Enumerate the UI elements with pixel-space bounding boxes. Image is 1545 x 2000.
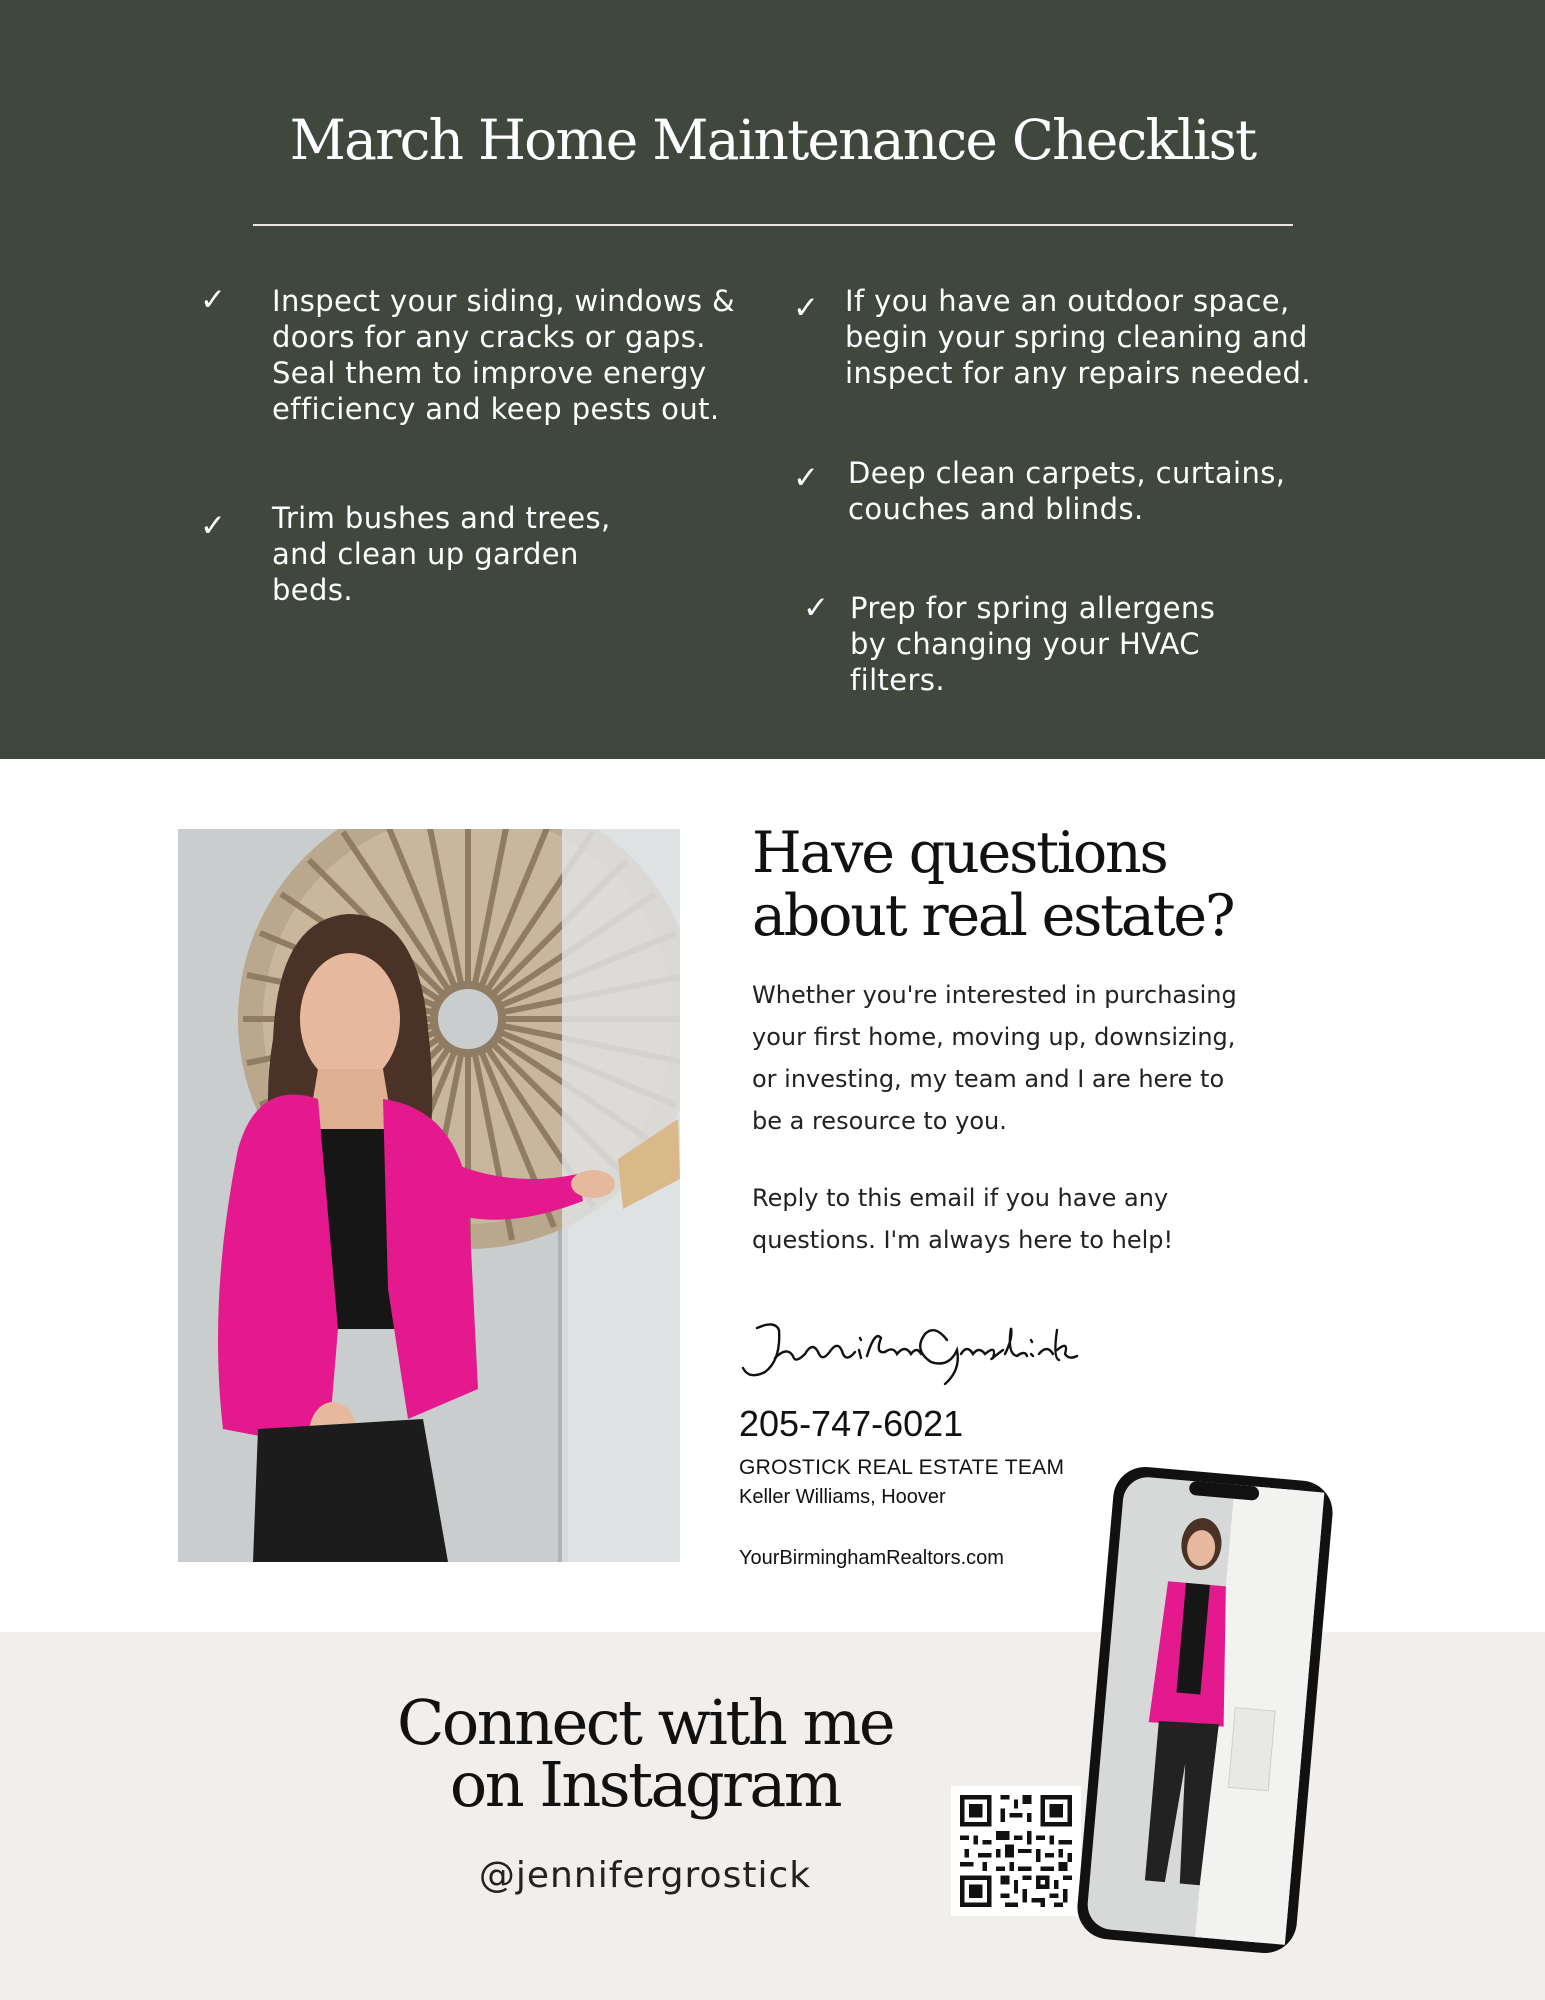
agent-photo xyxy=(178,829,680,1562)
checklist-item xyxy=(793,460,819,496)
checklist-item xyxy=(200,508,226,544)
checkmark-icon: ✓ xyxy=(803,590,829,626)
website-link[interactable]: YourBirminghamRealtors.com xyxy=(739,1547,1004,1569)
instagram-phone-mockup xyxy=(1065,1465,1345,1955)
paragraph-line: be a resource to you. xyxy=(752,1107,1007,1135)
item-line: and clean up garden xyxy=(272,537,579,571)
checklist-section xyxy=(0,0,1545,759)
title-divider xyxy=(253,224,1293,226)
paragraph-line: questions. I'm always here to help! xyxy=(752,1226,1174,1254)
item-line: Inspect your siding, windows & xyxy=(272,284,736,318)
intro-paragraph xyxy=(752,974,1272,1142)
item-line: filters. xyxy=(850,663,945,697)
checkmark-icon: ✓ xyxy=(200,282,226,318)
item-line: by changing your HVAC xyxy=(850,627,1200,661)
checklist-item xyxy=(803,590,829,626)
checkmark-icon: ✓ xyxy=(793,460,819,496)
qr-code[interactable] xyxy=(951,1786,1081,1916)
phone-illustration xyxy=(1065,1465,1345,1955)
checklist-item-text xyxy=(850,590,1215,698)
item-line: inspect for any repairs needed. xyxy=(845,356,1311,390)
checklist-title: March Home Maintenance Checklist xyxy=(289,108,1256,172)
item-line: doors for any cracks or gaps. xyxy=(272,320,706,354)
paragraph-line: or investing, my team and I are here to xyxy=(752,1065,1225,1093)
questions-heading xyxy=(752,822,1272,948)
heading-line: on Instagram xyxy=(449,1748,841,1821)
checklist-item xyxy=(793,290,819,326)
item-line: If you have an outdoor space, xyxy=(845,284,1290,318)
qr-code-icon xyxy=(951,1786,1081,1916)
instagram-handle[interactable]: @jennifergrostick xyxy=(478,1855,812,1896)
paragraph-line: your first home, moving up, downsizing, xyxy=(752,1023,1236,1051)
checklist-item-text xyxy=(272,283,735,427)
heading-line: about real estate? xyxy=(752,883,1234,949)
item-line: begin your spring cleaning and xyxy=(845,320,1308,354)
checklist-item-text xyxy=(845,283,1311,391)
paragraph-line: Whether you're interested in purchasing xyxy=(752,981,1237,1009)
paragraph-line: Reply to this email if you have any xyxy=(752,1184,1169,1212)
agent-portrait-illustration xyxy=(178,829,680,1562)
item-line: efficiency and keep pests out. xyxy=(272,392,720,426)
checklist-item-text xyxy=(272,500,611,608)
heading-line: Connect with me xyxy=(396,1686,894,1759)
item-line: Deep clean carpets, curtains, xyxy=(848,456,1286,490)
checklist-item-text xyxy=(848,455,1285,527)
checklist-item xyxy=(200,282,226,318)
instagram-heading xyxy=(330,1686,960,1821)
brokerage-name: Keller Williams, Hoover xyxy=(739,1486,946,1508)
item-line: beds. xyxy=(272,573,353,607)
signature xyxy=(735,1310,1095,1390)
item-line: Seal them to improve energy xyxy=(272,356,707,390)
item-line: Trim bushes and trees, xyxy=(272,501,611,535)
item-line: Prep for spring allergens xyxy=(850,591,1216,625)
checkmark-icon: ✓ xyxy=(200,508,226,544)
item-line: couches and blinds. xyxy=(848,492,1144,526)
phone-number[interactable]: 205-747-6021 xyxy=(739,1403,964,1444)
heading-line: Have questions xyxy=(752,820,1167,886)
team-name: GROSTICK REAL ESTATE TEAM xyxy=(739,1456,1065,1479)
checkmark-icon: ✓ xyxy=(793,290,819,326)
reply-paragraph xyxy=(752,1177,1272,1261)
